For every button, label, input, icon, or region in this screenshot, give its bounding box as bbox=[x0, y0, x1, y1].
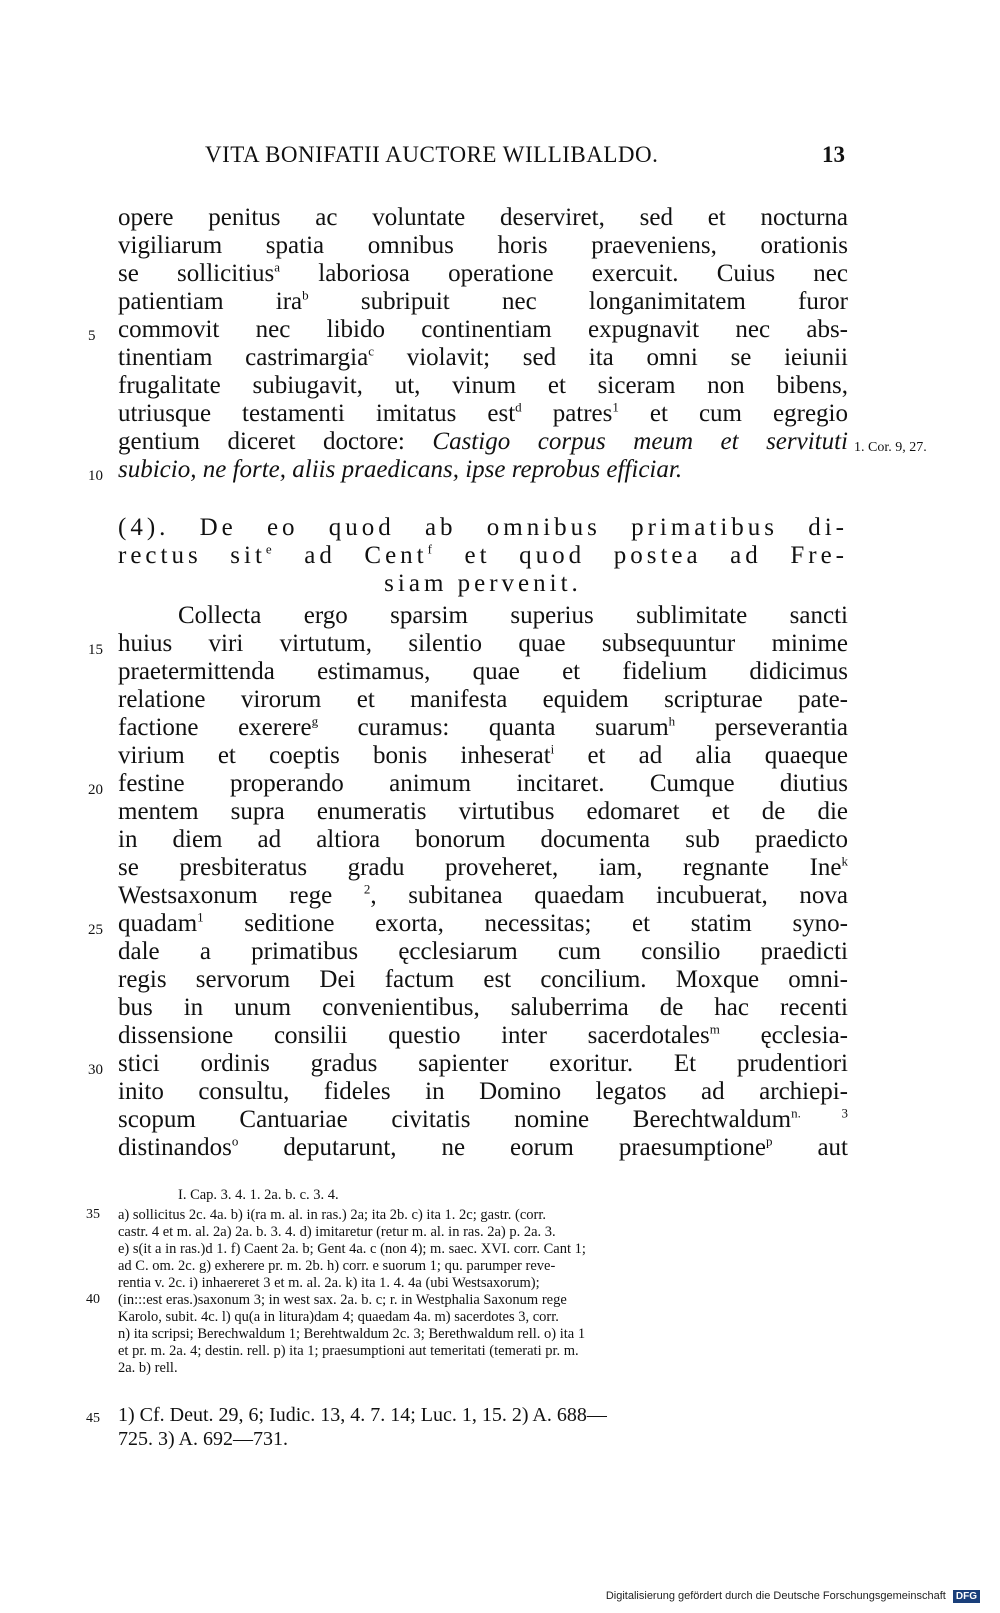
text-line: in diem ad altiora bonorum documenta sub praedicto bbox=[118, 826, 848, 853]
footnote-line: e) s(it a in ras.)d 1. f) Caent 2a. b; Gent 4a. c (non 4); m. saec. XVI. corr. Cant 1; bbox=[118, 1241, 586, 1257]
footnote-line: Karolo, subit. 4c. l) qu(a in litura)dam 4; quaedam 4a. m) sacerdotes 3, corr. bbox=[118, 1309, 559, 1325]
text-line: relatione virorum et manifesta equidem scripturae pate- bbox=[118, 686, 848, 713]
text-line: frugalitate subiugavit, ut, vinum et siceram non bibens, bbox=[118, 372, 848, 399]
text-line: utriusque testamenti imitatus est$^d$ patres$^1$ et cum egregio bbox=[118, 399, 848, 427]
text-line: se sollicitius$^a$ laboriosa operatione exercuit. Cuius nec bbox=[118, 259, 848, 287]
text-line: opere penitus ac voluntate deserviret, sed et nocturna bbox=[118, 204, 848, 231]
margin-reference: 1. Cor. 9, 27. bbox=[854, 440, 927, 455]
text-line: dale a primatibus ęcclesiarum cum consilio praedicti bbox=[118, 938, 848, 965]
footnote-line: I. Cap. 3. 4. 1. 2a. b. c. 3. 4. bbox=[178, 1187, 339, 1203]
page-header bbox=[205, 142, 845, 168]
dfg-logo: DFG bbox=[953, 1590, 980, 1603]
text-line: tinentiam castrimargia$^c$ violavit; sed ita omni se ieiunii bbox=[118, 343, 848, 371]
text-line: regis servorum Dei factum est concilium. Moxque omni- bbox=[118, 966, 848, 993]
footnote-line: n) ita scripsi; Berechwaldum 1; Berehtwaldum 2c. 3; Berethwaldum rell. o) ita 1 bbox=[118, 1326, 586, 1342]
text-line: 25 quadam$^1$ seditione exorta, necessitas; et statim syno- bbox=[118, 910, 848, 938]
text-line: mentem supra enumeratis virtutibus edomaret et de die bbox=[118, 798, 848, 825]
text-line: vigiliarum spatia omnibus horis praeveniens, orationis bbox=[118, 232, 848, 259]
text-line: 15 huius viri virtutum, silentio quae subsequuntur minime bbox=[118, 630, 848, 658]
text-line: scopum Cantuariae civitatis nomine Berechtwaldum$^{n. 3}$ bbox=[118, 1105, 848, 1133]
text-line: patientiam ira$^b$ subripuit nec longanimitatem furor bbox=[118, 287, 849, 315]
line-number: 10 bbox=[88, 468, 103, 484]
text-line: Westsaxonum rege $^2$, subitanea quaedam incubuerat, nova bbox=[118, 881, 849, 909]
text-line: distinandos$^o$ deputarunt, ne eorum praesumptione$^p$ aut bbox=[118, 1133, 848, 1161]
text-line: dissensione consilii questio inter sacerdotales$^m$ ęcclesia- bbox=[118, 1021, 848, 1049]
text-line: inito consultu, fideles in Domino legatos ad archiepi- bbox=[118, 1078, 848, 1105]
text-line: 5 commovit nec libido continentiam expugnavit nec abs- bbox=[118, 316, 848, 344]
digitization-footer bbox=[606, 1590, 980, 1603]
line-number: 20 bbox=[88, 782, 103, 798]
line-number: 25 bbox=[88, 922, 103, 938]
line-number: 30 bbox=[88, 1062, 103, 1078]
text-line: factione exerere$^g$ curamus: quanta suarum$^h$ perseverantia bbox=[118, 713, 848, 741]
text-line: 10 subicio, ne forte, aliis praedicans, ipse reprobus efficiar. bbox=[118, 456, 848, 484]
line-number: 5 bbox=[88, 328, 96, 344]
chapter-heading: rectus sit$^e$ ad Cent$^f$ et quod postea ad Fre- bbox=[118, 541, 848, 569]
footnote-line: 2a. b) rell. bbox=[118, 1360, 178, 1376]
text-line: praetermittenda estimamus, quae et fidelium didicimus bbox=[118, 658, 848, 685]
running-title: VITA BONIFATII AUCTORE WILLIBALDO. bbox=[205, 142, 659, 167]
text-line: se presbiteratus gradu proveheret, iam, regnante Ine$^k$ bbox=[118, 853, 848, 881]
footnote-line: castr. 4 et m. al. 2a) 2a. b. 3. 4. d) imitaretur (retur m. al. in ras. 2a) p. 2a. 3. bbox=[118, 1224, 556, 1240]
text-line: gentium diceret doctore: Castigo corpus meum et servituti 1. Cor. 9, 27. bbox=[118, 428, 848, 456]
footnote-line: 35 a) sollicitus 2c. 4a. b) i(ra m. al. in ras.) 2a; ita 2b. c) ita 1. 2c; gastr. (corr. bbox=[86, 1207, 547, 1223]
footer-text: Digitalisierung gefördert durch die Deutsche Forschungsgemeinschaft bbox=[605, 1590, 946, 1602]
reference-line: 725. 3) A. 692—731. bbox=[118, 1428, 288, 1450]
source-references bbox=[86, 1403, 607, 1451]
text-line: bus in unum convenientibus, saluberrima de hac recenti bbox=[118, 994, 848, 1021]
text-line: Collecta ergo sparsim superius sublimitate sancti bbox=[178, 602, 848, 629]
page-number: 13 bbox=[822, 142, 845, 167]
text-line: 20 festine properando animum incitaret. Cumque diutius bbox=[118, 770, 848, 798]
line-number: 15 bbox=[88, 642, 103, 658]
footnote-line: rentia v. 2c. i) inhaereret 3 et m. al. 2a. k) ita 1. 4. 4a (ubi Westsaxorum); bbox=[118, 1275, 540, 1291]
line-number: 45 bbox=[86, 1411, 100, 1426]
chapter-heading: (4). De eo quod ab omnibus primatibus di- bbox=[118, 514, 848, 541]
text-line: 30 stici ordinis gradus sapienter exoritur. Et prudentiori bbox=[118, 1050, 848, 1078]
footnote-line: et pr. m. 2a. 4; destin. rell. p) ita 1; praesumptioni aut temeritati (temerati pr. m. bbox=[118, 1343, 579, 1359]
line-number: 35 bbox=[86, 1207, 100, 1222]
reference-line: 1) Cf. Deut. 29, 6; Iudic. 13, 4. 7. 14; Luc. 1, 15. 2) A. 688— bbox=[118, 1404, 607, 1426]
footnote-line: 40 (in:::est eras.)saxonum 3; in west sax. 2a. b. c; r. in Westphalia Saxonum rege bbox=[86, 1292, 567, 1308]
footnote-line: ad C. om. 2c. g) exherere pr. m. 2b. h) corr. e suorum 1; qu. parumper reve- bbox=[118, 1258, 556, 1274]
chapter-heading: siam pervenit. bbox=[384, 570, 582, 597]
line-number: 40 bbox=[86, 1292, 100, 1307]
text-line: virium et coeptis bonis inheserat$^i$ et ad alia quaeque bbox=[118, 741, 848, 769]
